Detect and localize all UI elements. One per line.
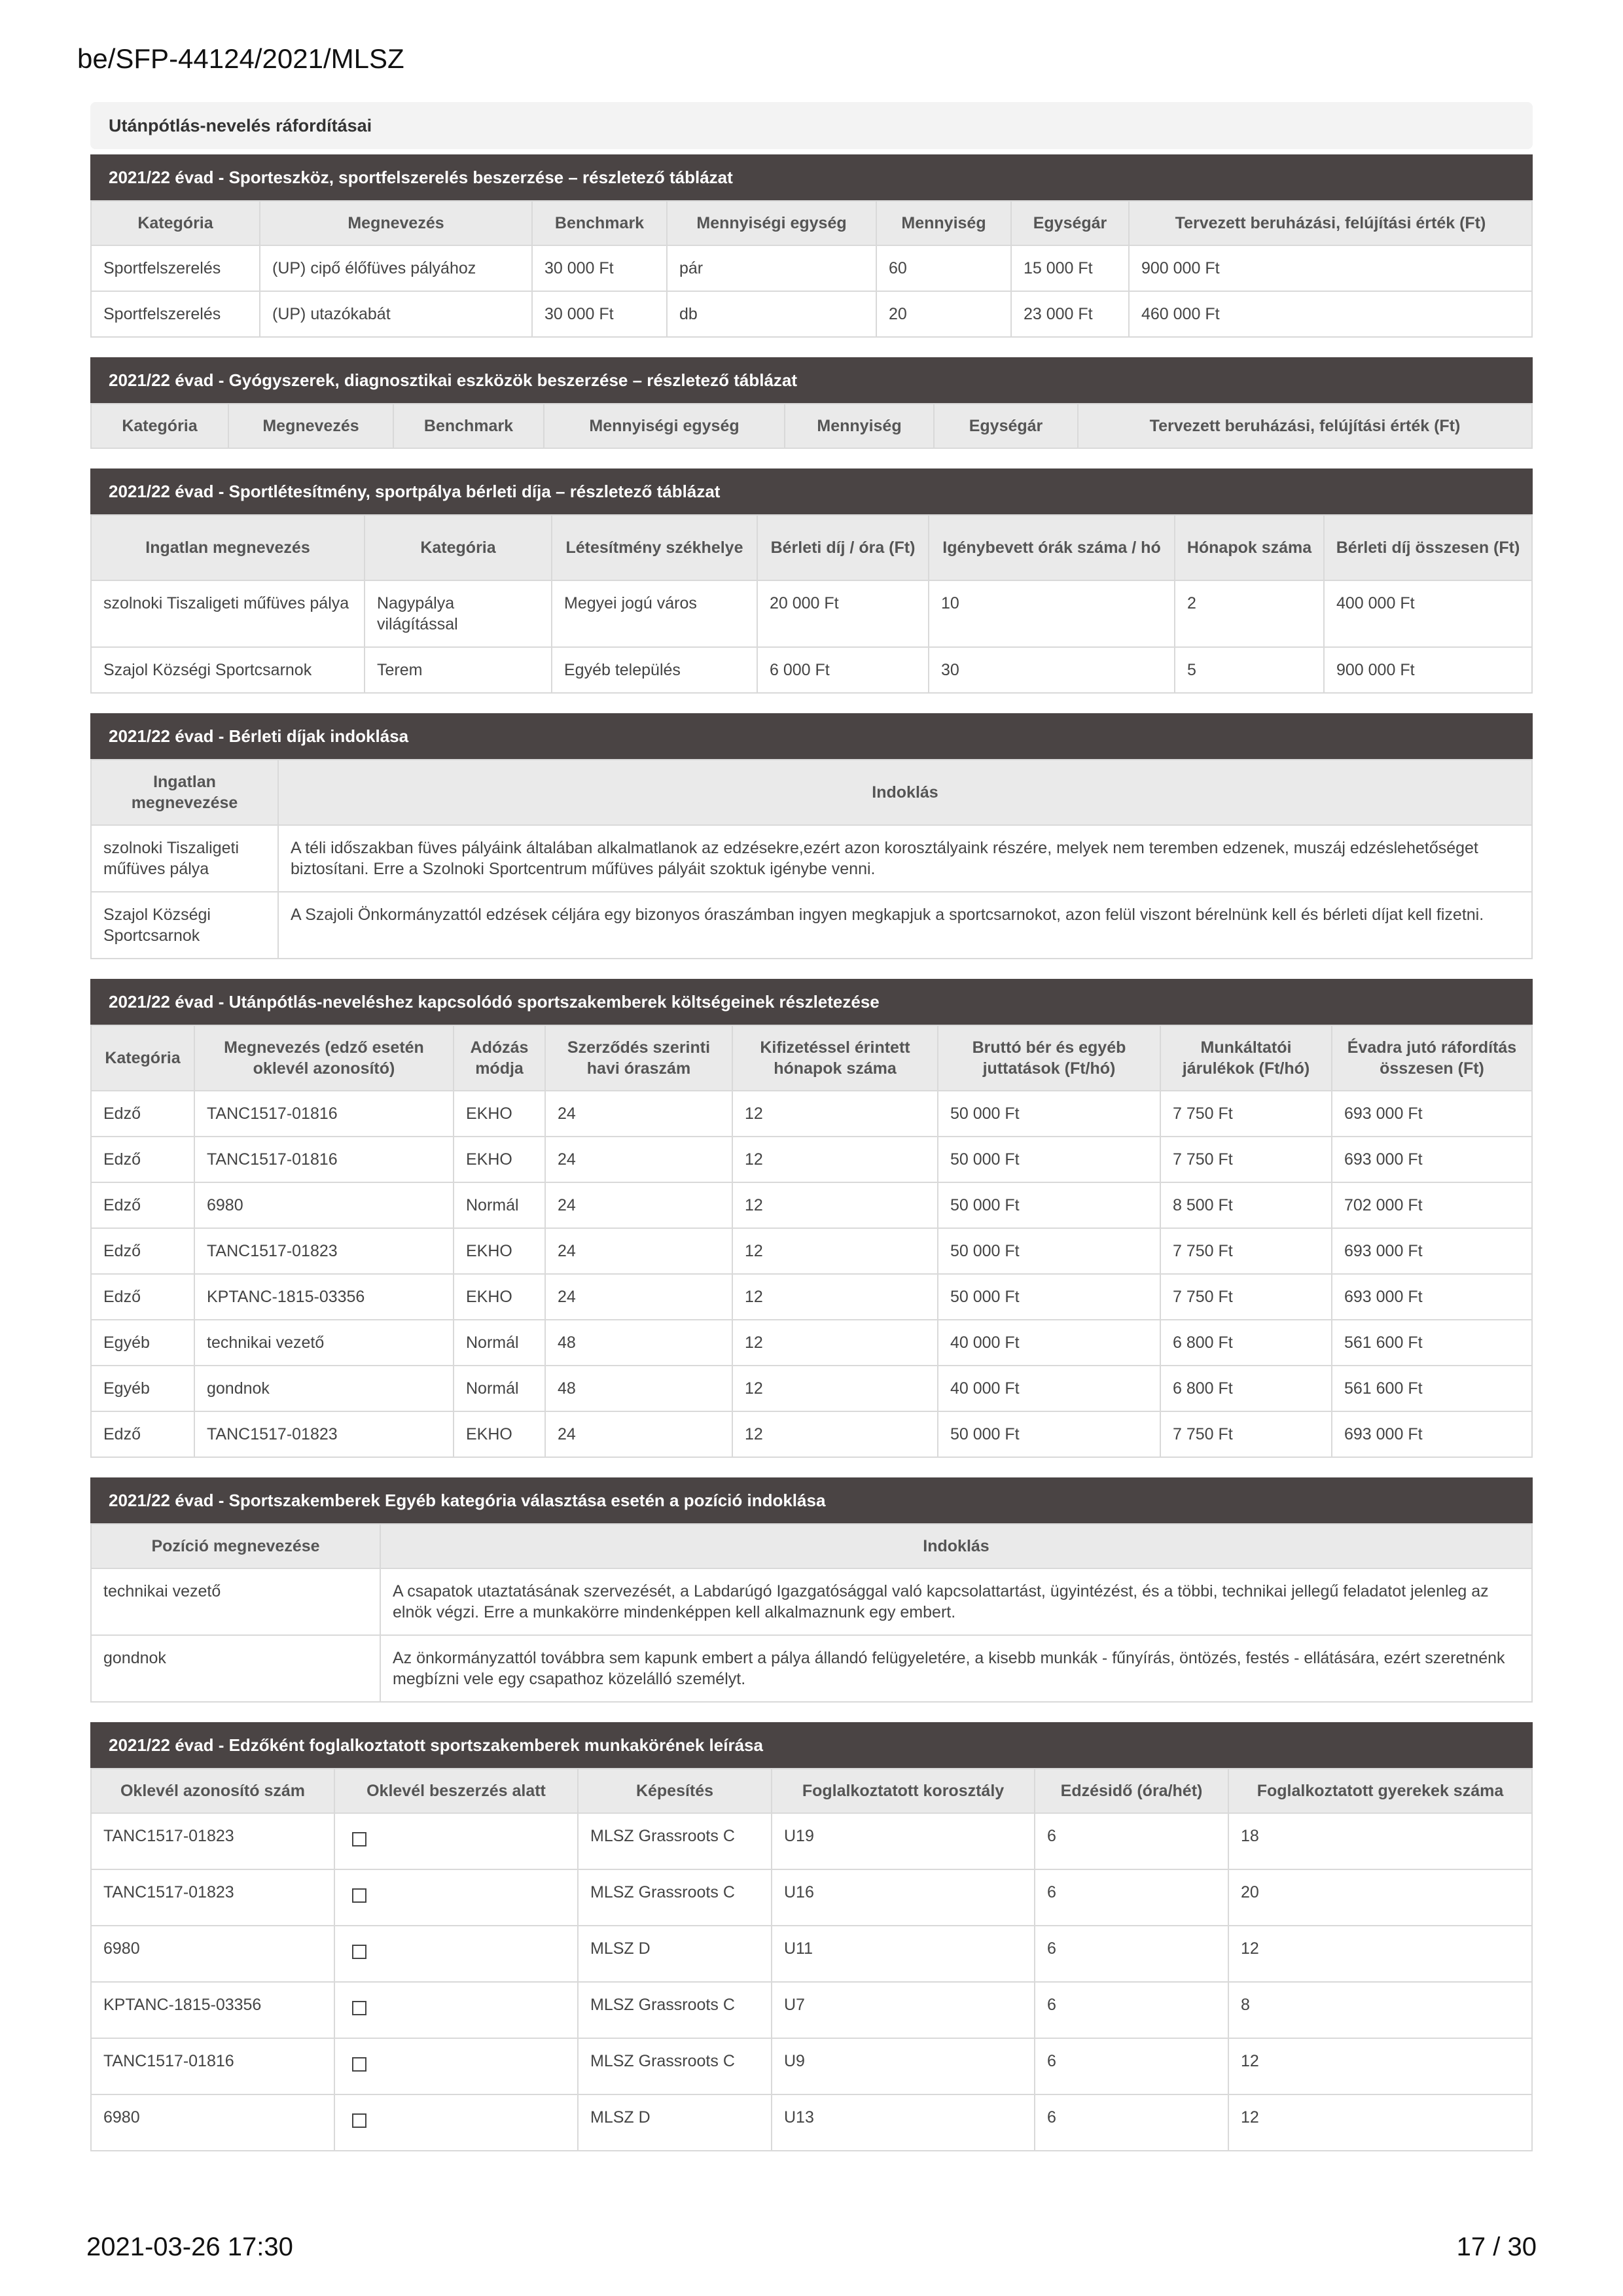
table-row	[91, 245, 1532, 291]
table-cell: 7 750 Ft	[1160, 1091, 1332, 1137]
table-cell: 23 000 Ft	[1011, 291, 1129, 337]
table-cell: 12	[732, 1411, 938, 1457]
table-cell: Normál	[454, 1366, 545, 1411]
column-header: Oklevél beszerzés alatt	[334, 1769, 578, 1813]
table-cell: 30 000 Ft	[532, 291, 667, 337]
table-cell: 50 000 Ft	[938, 1182, 1160, 1228]
table-cell: Normál	[454, 1320, 545, 1366]
table-cell: U9	[772, 2038, 1035, 2094]
table-cell: TANC1517-01823	[91, 1813, 334, 1869]
table-cell: TANC1517-01816	[194, 1091, 454, 1137]
certificate-pending-checkbox[interactable]	[352, 1888, 366, 1903]
table-cell: 6980	[91, 2094, 334, 2151]
column-header: Bérleti díj / óra (Ft)	[757, 515, 929, 580]
table-header-row	[91, 515, 1532, 580]
table-row	[91, 1813, 1532, 1869]
table-header-row	[91, 1769, 1532, 1813]
column-header: Megnevezés (edző esetén oklevél azonosító)	[194, 1025, 454, 1091]
table-cell: 12	[732, 1320, 938, 1366]
column-header: Edzésidő (óra/hét)	[1035, 1769, 1228, 1813]
table-cell: U13	[772, 2094, 1035, 2151]
column-header: Oklevél azonosító szám	[91, 1769, 334, 1813]
column-header: Foglalkoztatott gyerekek száma	[1228, 1769, 1532, 1813]
table-cell: 6	[1035, 2038, 1228, 2094]
table-cell: TANC1517-01823	[91, 1869, 334, 1926]
table-cell: 7 750 Ft	[1160, 1228, 1332, 1274]
table-cell: technikai vezető	[194, 1320, 454, 1366]
table-cell: 24	[545, 1182, 732, 1228]
column-header: Kifizetéssel érintett hónapok száma	[732, 1025, 938, 1091]
table-cell: Edző	[91, 1091, 194, 1137]
column-header: Kategória	[91, 404, 228, 448]
table-cell: 20	[876, 291, 1011, 337]
column-header: Pozíció megnevezése	[91, 1524, 380, 1568]
table-cell: 12	[732, 1137, 938, 1182]
table-cell: Nagypálya világítással	[365, 580, 552, 647]
column-header: Egységár	[934, 404, 1078, 448]
column-header: Mennyiségi egység	[667, 201, 876, 245]
table-cell: Edző	[91, 1137, 194, 1182]
column-header: Megnevezés	[228, 404, 393, 448]
document-id: be/SFP-44124/2021/MLSZ	[77, 43, 404, 74]
column-header: Kategória	[91, 1025, 194, 1091]
table-cell: 24	[545, 1091, 732, 1137]
table-cell: Egyéb település	[552, 647, 757, 693]
checkbox-cell	[334, 1926, 578, 1982]
table-cell: Egyéb	[91, 1366, 194, 1411]
table-cell: 48	[545, 1320, 732, 1366]
checkbox-cell	[334, 2038, 578, 2094]
table-cell: 30 000 Ft	[532, 245, 667, 291]
table-cell: (UP) cipő élőfüves pályához	[260, 245, 532, 291]
checkbox-cell	[334, 1982, 578, 2038]
table-cell: U19	[772, 1813, 1035, 1869]
table-cell: KPTANC-1815-03356	[194, 1274, 454, 1320]
certificate-pending-checkbox[interactable]	[352, 2057, 366, 2072]
certificate-pending-checkbox[interactable]	[352, 1945, 366, 1959]
column-header: Kategória	[91, 201, 260, 245]
table-cell: 12	[732, 1182, 938, 1228]
column-header: Adózás módja	[454, 1025, 545, 1091]
table-row	[91, 2094, 1532, 2151]
table-cell: 60	[876, 245, 1011, 291]
table-cell: pár	[667, 245, 876, 291]
table-cell: 24	[545, 1137, 732, 1182]
table-cell: EKHO	[454, 1137, 545, 1182]
table-row	[91, 1274, 1532, 1320]
table-cell: 12	[1228, 2094, 1532, 2151]
certificate-pending-checkbox[interactable]	[352, 1832, 366, 1846]
table-cell: EKHO	[454, 1274, 545, 1320]
table-cell: gondnok	[194, 1366, 454, 1411]
table-cell: 18	[1228, 1813, 1532, 1869]
table-cell: 561 600 Ft	[1332, 1366, 1532, 1411]
table-cell: Terem	[365, 647, 552, 693]
table-cell: 5	[1175, 647, 1324, 693]
column-header: Indoklás	[380, 1524, 1532, 1568]
table-cell: TANC1517-01823	[194, 1411, 454, 1457]
equipment-table	[90, 154, 1533, 338]
table-cell: MLSZ Grassroots C	[578, 2038, 772, 2094]
table-cell: 30	[929, 647, 1175, 693]
medical-supplies-table	[90, 357, 1533, 449]
table-title: 2021/22 évad - Sporteszköz, sportfelszerelés beszerzése – részletező táblázat	[90, 154, 1533, 200]
table-cell: EKHO	[454, 1091, 545, 1137]
table-cell: 900 000 Ft	[1129, 245, 1532, 291]
table-cell: 50 000 Ft	[938, 1137, 1160, 1182]
table-cell: 2	[1175, 580, 1324, 647]
column-header: Bérleti díj összesen (Ft)	[1324, 515, 1532, 580]
column-header: Bruttó bér és egyéb juttatások (Ft/hó)	[938, 1025, 1160, 1091]
table-cell: 7 750 Ft	[1160, 1137, 1332, 1182]
table-cell: TANC1517-01816	[194, 1137, 454, 1182]
column-header: Foglalkoztatott korosztály	[772, 1769, 1035, 1813]
table-cell: Edző	[91, 1411, 194, 1457]
column-header: Benchmark	[532, 201, 667, 245]
table-header-row	[91, 1524, 1532, 1568]
table-cell: MLSZ Grassroots C	[578, 1869, 772, 1926]
column-header: Képesítés	[578, 1769, 772, 1813]
table-row	[91, 1320, 1532, 1366]
checkbox-cell	[334, 2094, 578, 2151]
table-cell: 50 000 Ft	[938, 1411, 1160, 1457]
table-cell: 24	[545, 1411, 732, 1457]
coach-job-description-table	[90, 1722, 1533, 2151]
table-cell: 6	[1035, 1813, 1228, 1869]
table-cell: Sportfelszerelés	[91, 291, 260, 337]
table-cell: 15 000 Ft	[1011, 245, 1129, 291]
table-cell: Sportfelszerelés	[91, 245, 260, 291]
facility-rental-table	[90, 468, 1533, 694]
table-row	[91, 1635, 1532, 1702]
column-header: Egységár	[1011, 201, 1129, 245]
column-header: Igénybevett órák száma / hó	[929, 515, 1175, 580]
table-cell: 24	[545, 1228, 732, 1274]
column-header: Tervezett beruházási, felújítási érték (Ft)	[1078, 404, 1532, 448]
table-cell: 6 000 Ft	[757, 647, 929, 693]
table-cell: 7 750 Ft	[1160, 1274, 1332, 1320]
table-title: 2021/22 évad - Utánpótlás-neveléshez kapcsolódó sportszakemberek költségeinek részletezése	[90, 979, 1533, 1025]
table-cell: A téli időszakban füves pályáink általában alkalmatlanok az edzésekre,ezért azon korosztályaink részére, melyek nem teremben edzenek, muszáj edzéslehetőséget biztosítani. Erre a Szolnoki Sportcentrum műfüves pályáit szoktuk igénybe venni.	[278, 825, 1532, 892]
table-cell: 400 000 Ft	[1324, 580, 1532, 647]
table-row	[91, 1411, 1532, 1457]
table-title: 2021/22 évad - Sportszakemberek Egyéb kategória választása esetén a pozíció indoklása	[90, 1477, 1533, 1523]
table-header-row	[91, 201, 1532, 245]
main-content	[90, 102, 1533, 2151]
table-cell: Szajol Községi Sportcsarnok	[91, 892, 278, 959]
table-cell: 48	[545, 1366, 732, 1411]
certificate-pending-checkbox[interactable]	[352, 2001, 366, 2015]
certificate-pending-checkbox[interactable]	[352, 2113, 366, 2128]
table-cell: 6980	[194, 1182, 454, 1228]
table-cell: gondnok	[91, 1635, 380, 1702]
table-cell: 7 750 Ft	[1160, 1411, 1332, 1457]
table-row	[91, 825, 1532, 892]
table-cell: 693 000 Ft	[1332, 1228, 1532, 1274]
column-header: Létesítmény székhelye	[552, 515, 757, 580]
column-header: Tervezett beruházási, felújítási érték (Ft)	[1129, 201, 1532, 245]
table-row	[91, 1926, 1532, 1982]
table-cell: A Szajoli Önkormányzattól edzések céljára egy bizonyos óraszámban ingyen megkapjuk a sportcsarnokot, azon felül viszont bérelnünk kell és bérleti díjat kell fizetni.	[278, 892, 1532, 959]
table-cell: Edző	[91, 1182, 194, 1228]
table-cell: 8 500 Ft	[1160, 1182, 1332, 1228]
table-row	[91, 1137, 1532, 1182]
column-header: Munkáltatói járulékok (Ft/hó)	[1160, 1025, 1332, 1091]
column-header: Megnevezés	[260, 201, 532, 245]
table-row	[91, 1228, 1532, 1274]
table-header-row	[91, 1025, 1532, 1091]
column-header: Ingatlan megnevezés	[91, 515, 365, 580]
table-cell: 6	[1035, 1926, 1228, 1982]
table-cell: db	[667, 291, 876, 337]
table-cell: TANC1517-01816	[91, 2038, 334, 2094]
table-cell: 693 000 Ft	[1332, 1411, 1532, 1457]
column-header: Mennyiség	[785, 404, 934, 448]
table-row	[91, 1366, 1532, 1411]
table-cell: 693 000 Ft	[1332, 1137, 1532, 1182]
column-header: Szerződés szerinti havi óraszám	[545, 1025, 732, 1091]
staff-costs-table	[90, 979, 1533, 1458]
table-cell: 6	[1035, 1982, 1228, 2038]
table-cell: 693 000 Ft	[1332, 1274, 1532, 1320]
table-cell: TANC1517-01823	[194, 1228, 454, 1274]
table-cell: 12	[1228, 2038, 1532, 2094]
table-cell: 6	[1035, 2094, 1228, 2151]
table-cell: MLSZ D	[578, 1926, 772, 1982]
table-cell: Az önkormányzattól továbbra sem kapunk embert a pálya állandó felügyeletére, a kisebb munkák - fűnyírás, öntözés, festés - ellátására, ezért szeretnénk megbízni vele egy csapathoz közelálló személyt.	[380, 1635, 1532, 1702]
table-cell: 561 600 Ft	[1332, 1320, 1532, 1366]
table-cell: A csapatok utaztatásának szervezését, a Labdarúgó Igazgatósággal való kapcsolattartást, ügyintézést, és a többi, technikai jellegű feladatot jelenleg az elnök végzi. Erre a munkakörre mindenképpen kell alkalmaznunk egy embert.	[380, 1568, 1532, 1635]
table-row	[91, 892, 1532, 959]
table-header-row	[91, 404, 1532, 448]
table-cell: szolnoki Tiszaligeti műfüves pálya	[91, 580, 365, 647]
table-cell: 6 800 Ft	[1160, 1366, 1332, 1411]
table-cell: (UP) utazókabát	[260, 291, 532, 337]
table-cell: Edző	[91, 1228, 194, 1274]
table-cell: 6980	[91, 1926, 334, 1982]
table-row	[91, 1091, 1532, 1137]
table-cell: 12	[732, 1274, 938, 1320]
table-row	[91, 1982, 1532, 2038]
column-header: Hónapok száma	[1175, 515, 1324, 580]
table-cell: MLSZ Grassroots C	[578, 1813, 772, 1869]
table-cell: 12	[732, 1366, 938, 1411]
column-header: Ingatlan megnevezése	[91, 760, 278, 825]
table-cell: MLSZ Grassroots C	[578, 1982, 772, 2038]
column-header: Mennyiség	[876, 201, 1011, 245]
table-row	[91, 291, 1532, 337]
table-cell: Normál	[454, 1182, 545, 1228]
table-cell: U16	[772, 1869, 1035, 1926]
table-cell: Megyei jogú város	[552, 580, 757, 647]
column-header: Mennyiségi egység	[544, 404, 785, 448]
footer-datetime: 2021-03-26 17:30	[86, 2233, 293, 2261]
table-cell: 12	[732, 1091, 938, 1137]
column-header: Évadra jutó ráfordítás összesen (Ft)	[1332, 1025, 1532, 1091]
section-title: Utánpótlás-nevelés ráfordításai	[90, 102, 1533, 149]
table-cell: 900 000 Ft	[1324, 647, 1532, 693]
table-row	[91, 2038, 1532, 2094]
table-row	[91, 580, 1532, 647]
table-cell: 8	[1228, 1982, 1532, 2038]
table-cell: 460 000 Ft	[1129, 291, 1532, 337]
checkbox-cell	[334, 1813, 578, 1869]
table-cell: 12	[732, 1228, 938, 1274]
other-position-justification-table	[90, 1477, 1533, 1703]
table-cell: 6	[1035, 1869, 1228, 1926]
table-title: 2021/22 évad - Edzőként foglalkoztatott sportszakemberek munkakörének leírása	[90, 1722, 1533, 1768]
column-header: Kategória	[365, 515, 552, 580]
table-cell: technikai vezető	[91, 1568, 380, 1635]
table-cell: EKHO	[454, 1228, 545, 1274]
table-cell: 6 800 Ft	[1160, 1320, 1332, 1366]
checkbox-cell	[334, 1869, 578, 1926]
table-cell: 50 000 Ft	[938, 1091, 1160, 1137]
column-header: Benchmark	[393, 404, 544, 448]
table-cell: U7	[772, 1982, 1035, 2038]
table-cell: 50 000 Ft	[938, 1274, 1160, 1320]
table-header-row	[91, 760, 1532, 825]
column-header: Indoklás	[278, 760, 1532, 825]
table-cell: EKHO	[454, 1411, 545, 1457]
table-title: 2021/22 évad - Sportlétesítmény, sportpálya bérleti díja – részletező táblázat	[90, 468, 1533, 514]
page-number: 17 / 30	[1456, 2233, 1537, 2261]
table-cell: MLSZ D	[578, 2094, 772, 2151]
rental-justification-table	[90, 713, 1533, 959]
table-cell: 702 000 Ft	[1332, 1182, 1532, 1228]
table-cell: Edző	[91, 1274, 194, 1320]
table-title: 2021/22 évad - Gyógyszerek, diagnosztikai eszközök beszerzése – részletező táblázat	[90, 357, 1533, 403]
table-cell: 20 000 Ft	[757, 580, 929, 647]
table-row	[91, 647, 1532, 693]
table-row	[91, 1568, 1532, 1635]
table-cell: Szajol Községi Sportcsarnok	[91, 647, 365, 693]
table-cell: KPTANC-1815-03356	[91, 1982, 334, 2038]
table-title: 2021/22 évad - Bérleti díjak indoklása	[90, 713, 1533, 759]
table-cell: 10	[929, 580, 1175, 647]
table-cell: 24	[545, 1274, 732, 1320]
table-cell: U11	[772, 1926, 1035, 1982]
table-cell: 12	[1228, 1926, 1532, 1982]
table-row	[91, 1869, 1532, 1926]
table-cell: szolnoki Tiszaligeti műfüves pálya	[91, 825, 278, 892]
table-cell: 20	[1228, 1869, 1532, 1926]
table-cell: 40 000 Ft	[938, 1320, 1160, 1366]
table-cell: 50 000 Ft	[938, 1228, 1160, 1274]
table-cell: Egyéb	[91, 1320, 194, 1366]
table-cell: 693 000 Ft	[1332, 1091, 1532, 1137]
table-cell: 40 000 Ft	[938, 1366, 1160, 1411]
table-row	[91, 1182, 1532, 1228]
